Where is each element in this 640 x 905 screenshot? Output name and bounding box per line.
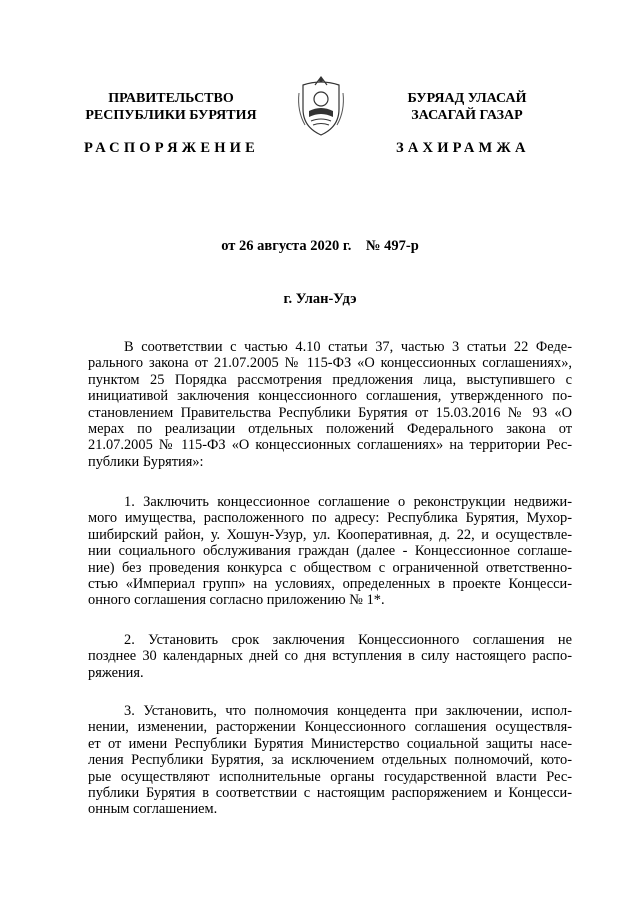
paragraph-line: ние) без проведения конкурса с обществом с ограниченной ответственно- — [88, 559, 572, 576]
paragraph-line: рального закона от 21.07.2005 № 115-ФЗ «О концессионных соглашениях», — [88, 355, 572, 372]
header-right-line-1: БУРЯАД УЛАСАЙ — [407, 91, 527, 106]
paragraph-line: 1. Заключить концессионное соглашение о реконструкции недвижи- — [124, 494, 572, 510]
preamble-paragraph — [88, 339, 572, 470]
paragraph-line: рые осуществляют исполнительные органы государственной власти Рес- — [88, 768, 572, 785]
paragraph-line: ет от имени Республики Бурятия Министерство социальной защиты насе- — [88, 735, 572, 752]
paragraph-line: позднее 30 календарных дней со дня вступления в силу настоящего распо- — [88, 648, 572, 665]
header-left-line-2: РЕСПУБЛИКИ БУРЯТИЯ — [85, 108, 257, 123]
paragraph-line: 21.07.2005 № 115-ФЗ «О концессионных соглашениях» на территории Рес- — [88, 437, 572, 454]
date-and-number: от 26 августа 2020 г. № 497-р — [221, 238, 419, 254]
coat-of-arms-icon — [295, 75, 347, 139]
paragraph-line: ряжения. — [88, 664, 144, 681]
paragraph-line: нии социального обслуживания граждан (далее - Концессионное соглаше- — [88, 543, 572, 560]
paragraph-line: ления Республики Бурятия, за исключением отдельных полномочий, кото- — [88, 752, 572, 769]
header-right-line-2: ЗАСАГАЙ ГАЗАР — [411, 108, 523, 123]
paragraph-line: онного соглашения согласно приложению № 1*. — [88, 592, 385, 609]
city-name: г. Улан-Удэ — [283, 291, 357, 307]
paragraph-line: В соответствии с частью 4.10 статьи 37, частью 3 статьи 22 Феде- — [124, 339, 572, 355]
paragraph-line: шибирский район, у. Хошун-Узур, ул. Кооперативная, д. 22, и осуществле- — [88, 526, 572, 543]
paragraph-line: мерах по реализации отдельных положений Федерального закона от — [88, 421, 572, 438]
government-name-russian — [66, 90, 276, 124]
paragraph-line: публики Бурятия»: — [88, 453, 204, 470]
government-name-buryat — [362, 90, 572, 124]
clause-1-paragraph — [88, 494, 572, 609]
paragraph-line: онным соглашением. — [88, 801, 218, 818]
paragraph-line: 2. Установить срок заключения Концессионного соглашения не — [124, 632, 572, 648]
paragraph-line: инициативой заключения концессионного соглашения, утвержденного по- — [88, 388, 572, 405]
paragraph-line: мого имущества, расположенного по адресу: Республика Бурятия, Мухор- — [88, 510, 572, 527]
paragraph-line: публики Бурятия в соответствии с настоящим распоряжением и Концесси- — [88, 785, 572, 802]
clause-2-paragraph — [88, 632, 572, 681]
header-left-line-1: ПРАВИТЕЛЬСТВО — [108, 91, 234, 106]
paragraph-line: пунктом 25 Порядка рассмотрения предложения лица, выступившего с — [88, 371, 572, 388]
clause-3-paragraph — [88, 703, 572, 818]
paragraph-line: стью «Империал групп» на условиях, определенных в проекте Концесси- — [88, 576, 572, 593]
paragraph-line: 3. Установить, что полномочия концедента при заключении, испол- — [124, 703, 572, 719]
paragraph-line: становлением Правительства Республики Бурятия от 15.03.2016 № 93 «О — [88, 404, 572, 421]
paragraph-line: нении, изменении, расторжении Концессионного соглашения осуществля- — [88, 719, 572, 736]
doc-type-buryat: ЗАХИРАМЖА — [396, 140, 530, 156]
doc-type-russian: РАСПОРЯЖЕНИЕ — [84, 140, 260, 156]
